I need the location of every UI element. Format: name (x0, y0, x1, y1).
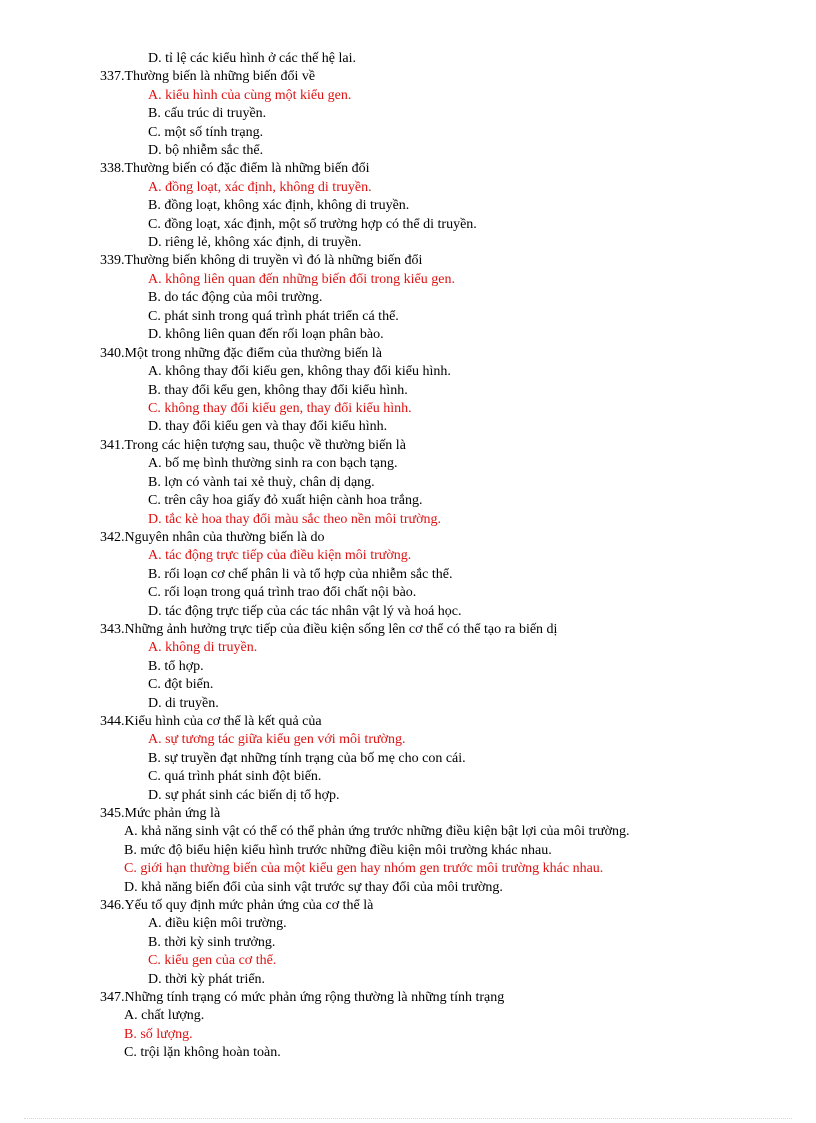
answer-option: A. bố mẹ bình thường sinh ra con bạch tạng. (148, 456, 398, 471)
answer-option: B. thay đổi kểu gen, không thay đổi kiểu hình. (148, 383, 408, 398)
question-346: 346.Yếu tố quy định mức phản ứng của cơ thể là (100, 898, 374, 913)
question-341: 341.Trong các hiện tượng sau, thuộc về thường biến là (100, 438, 406, 453)
correct-answer: C. không thay đổi kiểu gen, thay đổi kiểu hình. (148, 401, 412, 416)
answer-option: B. thời kỳ sinh trưởng. (148, 935, 276, 950)
answer-option: D. thay đổi kiểu gen và thay đổi kiểu hình. (148, 419, 388, 434)
correct-answer: A. không di truyền. (148, 640, 258, 655)
answer-option: D. thời kỳ phát triển. (148, 972, 266, 987)
answer-option: B. rối loạn cơ chế phân li và tổ hợp của nhiễm sắc thể. (148, 567, 453, 582)
question-344: 344.Kiểu hình của cơ thể là kết quả của (100, 714, 322, 729)
answer-option: D. tác động trực tiếp của các tác nhân vật lý và hoá học. (148, 604, 462, 619)
answer-option: C. trội lặn không hoàn toàn. (124, 1045, 281, 1060)
answer-option: C. quá trình phát sinh đột biến. (148, 769, 322, 784)
answer-option: A. chất lượng. (124, 1008, 205, 1023)
answer-option: D. bộ nhiễm sắc thể. (148, 143, 264, 158)
question-342: 342.Nguyên nhân của thường biến là do (100, 530, 325, 545)
correct-answer: A. tác động trực tiếp của điều kiện môi trường. (148, 548, 412, 563)
question-340: 340.Một trong những đặc điểm của thường biến là (100, 346, 382, 361)
question-337: 337.Thường biến là những biến đổi về (100, 69, 316, 84)
answer-option: B. sự truyền đạt những tính trạng của bố mẹ cho con cái. (148, 751, 466, 766)
answer-option: D. di truyền. (148, 696, 219, 711)
correct-answer: A. không liên quan đến những biến đổi trong kiểu gen. (148, 272, 455, 287)
answer-option: A. điều kiện môi trường. (148, 916, 287, 931)
page-bottom-divider (24, 1118, 792, 1119)
correct-answer: A. kiểu hình của cùng một kiểu gen. (148, 88, 352, 103)
correct-answer: D. tắc kè hoa thay đổi màu sắc theo nền môi trường. (148, 512, 441, 527)
answer-option: D. không liên quan đến rối loạn phân bào. (148, 327, 384, 342)
correct-answer: A. đồng loạt, xác định, không di truyền. (148, 180, 372, 195)
question-338: 338.Thường biến có đặc điểm là những biến đổi (100, 161, 370, 176)
answer-option: B. mức độ biểu hiện kiểu hình trước những điều kiện môi trường khác nhau. (124, 843, 552, 858)
answer-option: C. phát sinh trong quá trình phát triển cá thể. (148, 309, 399, 324)
answer-option: D. riêng lẻ, không xác định, di truyền. (148, 235, 362, 250)
correct-answer: C. giới hạn thường biến của một kiểu gen hay nhóm gen trước môi trường khác nhau. (124, 861, 604, 876)
answer-option: A. khả năng sinh vật có thể có thể phản ứng trước những điều kiện bật lợi của môi trường. (124, 824, 630, 839)
answer-option: C. một số tính trạng. (148, 125, 264, 140)
answer-option: B. cấu trúc di truyền. (148, 106, 267, 121)
answer-option: C. trên cây hoa giấy đỏ xuất hiện cành hoa trắng. (148, 493, 423, 508)
answer-option: D. sự phát sinh các biến dị tổ hợp. (148, 788, 340, 803)
correct-answer: B. số lượng. (124, 1027, 193, 1042)
answer-option: B. lợn có vành tai xẻ thuỳ, chân dị dạng. (148, 475, 375, 490)
question-339: 339.Thường biến không di truyền vì đó là những biến đổi (100, 253, 423, 268)
answer-option: B. do tác động của môi trường. (148, 290, 323, 305)
correct-answer: C. kiểu gen của cơ thể. (148, 953, 277, 968)
answer-option: B. đồng loạt, không xác định, không di truyền. (148, 198, 410, 213)
answer-option: C. đồng loạt, xác định, một số trường hợp có thể di truyền. (148, 217, 477, 232)
answer-option: C. đột biến. (148, 677, 214, 692)
answer-option: D. khả năng biến đổi của sinh vật trước sự thay đổi của môi trường. (124, 880, 503, 895)
question-343: 343.Những ảnh hưởng trực tiếp của điều kiện sống lên cơ thể có thể tạo ra biến dị (100, 622, 558, 637)
question-347: 347.Những tính trạng có mức phản ứng rộng thường là những tính trạng (100, 990, 505, 1005)
correct-answer: A. sự tương tác giữa kiểu gen với môi trường. (148, 732, 406, 747)
answer-option: B. tổ hợp. (148, 659, 204, 674)
answer-option: A. không thay đổi kiểu gen, không thay đổi kiểu hình. (148, 364, 451, 379)
answer-option: D. tỉ lệ các kiểu hình ở các thế hệ lai. (148, 51, 356, 66)
question-345: 345.Mức phản ứng là (100, 806, 221, 821)
answer-option: C. rối loạn trong quá trình trao đổi chất nội bào. (148, 585, 417, 600)
